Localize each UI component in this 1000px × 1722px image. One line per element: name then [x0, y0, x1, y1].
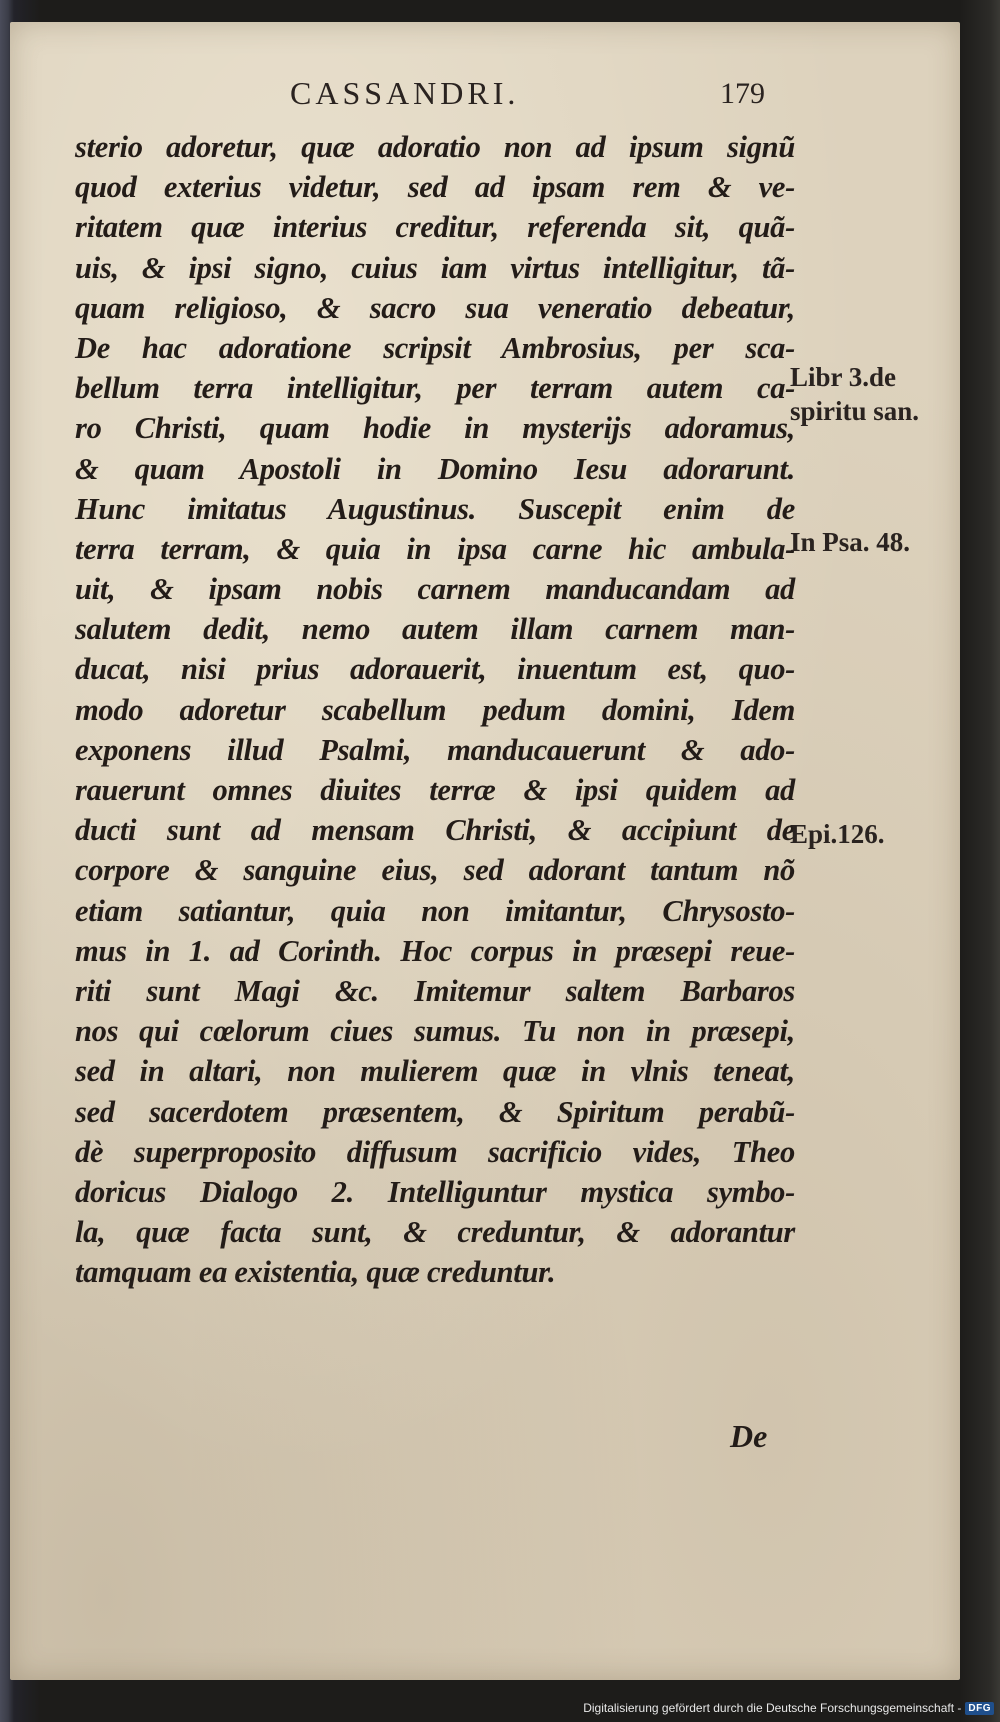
digitization-credit — [583, 1701, 994, 1715]
text-line: riti sunt Magi &c. Imitemur saltem Barbaros — [75, 973, 795, 1008]
text-line: salutem dedit, nemo autem illam carnem man- — [75, 612, 795, 647]
text-line: Hunc imitatus Augustinus. Suscepit enim de — [75, 491, 795, 526]
text-line: dè superproposito diffusum sacrificio vides, Theo — [75, 1134, 795, 1169]
text-line: & quam Apostoli in Domino Iesu adorarunt. — [75, 451, 795, 486]
text-line: uis, & ipsi signo, cuius iam virtus intelligitur, tã- — [75, 250, 795, 285]
page-number: 179 — [720, 77, 765, 110]
margin-note-line: Epi.126. — [790, 819, 885, 849]
text-line: corpore & sanguine eius, sed adorant tantum nõ — [75, 853, 795, 888]
margin-note-ambrosius — [790, 360, 919, 428]
margin-note-psalm — [790, 525, 910, 559]
book-page — [10, 22, 960, 1680]
running-head: CASSANDRI. — [290, 75, 520, 111]
text-line: quod exterius videtur, sed ad ipsam rem & ve- — [75, 170, 795, 205]
margin-note-line: In Psa. 48. — [790, 527, 911, 557]
text-line: De hac adoratione scripsit Ambrosius, per sca- — [75, 330, 795, 365]
margin-note-epistle — [790, 817, 885, 851]
text-line: sed sacerdotem præsentem, & Spiritum perabũ- — [75, 1094, 795, 1129]
text-line: nos qui cœlorum ciues sumus. Tu non in præsepi, — [75, 1014, 795, 1049]
text-line: rauerunt omnes diuites terræ & ipsi quidem ad — [75, 773, 795, 807]
text-line: exponens illud Psalmi, manducauerunt & ado- — [75, 732, 795, 767]
text-line: sterio adoretur, quæ adoratio non ad ipsum signũ — [75, 130, 795, 164]
margin-note-line: spiritu san. — [790, 396, 920, 426]
text-line: ro Christi, quam hodie in mysterijs adoramus, — [75, 411, 795, 446]
text-line: terra terram, & quia in ipsa carne hic ambula- — [75, 531, 795, 566]
text-line: sed in altari, non mulierem quæ in vlnis teneat, — [75, 1054, 795, 1089]
text-line: etiam satiantur, quia non imitantur, Chrysosto- — [75, 893, 795, 928]
text-line: uit, & ipsam nobis carnem manducandam ad — [75, 572, 795, 607]
page-header — [10, 67, 960, 117]
text-line: modo adoretur scabellum pedum domini, Idem — [75, 692, 795, 727]
margin-note-line: Libr 3.de — [790, 362, 897, 392]
main-text-block — [75, 127, 795, 1292]
text-line: ducti sunt ad mensam Christi, & accipiunt de — [75, 813, 795, 848]
text-line: ducat, nisi prius adorauerit, inuentum est, quo- — [75, 652, 795, 687]
text-line: quam religioso, & sacro sua veneratio debeatur, — [75, 290, 795, 325]
text-line: mus in 1. ad Corinth. Hoc corpus in præsepi reue- — [75, 933, 795, 968]
text-line: la, quæ facta sunt, & creduntur, & adorantur — [75, 1215, 795, 1250]
text-line: ritatem quæ interius creditur, referenda sit, quã- — [75, 210, 795, 245]
credit-text: Digitalisierung gefördert durch die Deutsche Forschungsgemeinschaft - — [583, 1701, 962, 1715]
text-line: bellum terra intelligitur, per terram autem ca- — [75, 371, 795, 406]
text-line: tamquam ea existentia, quæ creduntur. — [75, 1255, 556, 1290]
text-line: doricus Dialogo 2. Intelliguntur mystica symbo- — [75, 1174, 795, 1209]
catchword: De — [730, 1418, 768, 1454]
dfg-logo-icon: DFG — [965, 1702, 994, 1715]
